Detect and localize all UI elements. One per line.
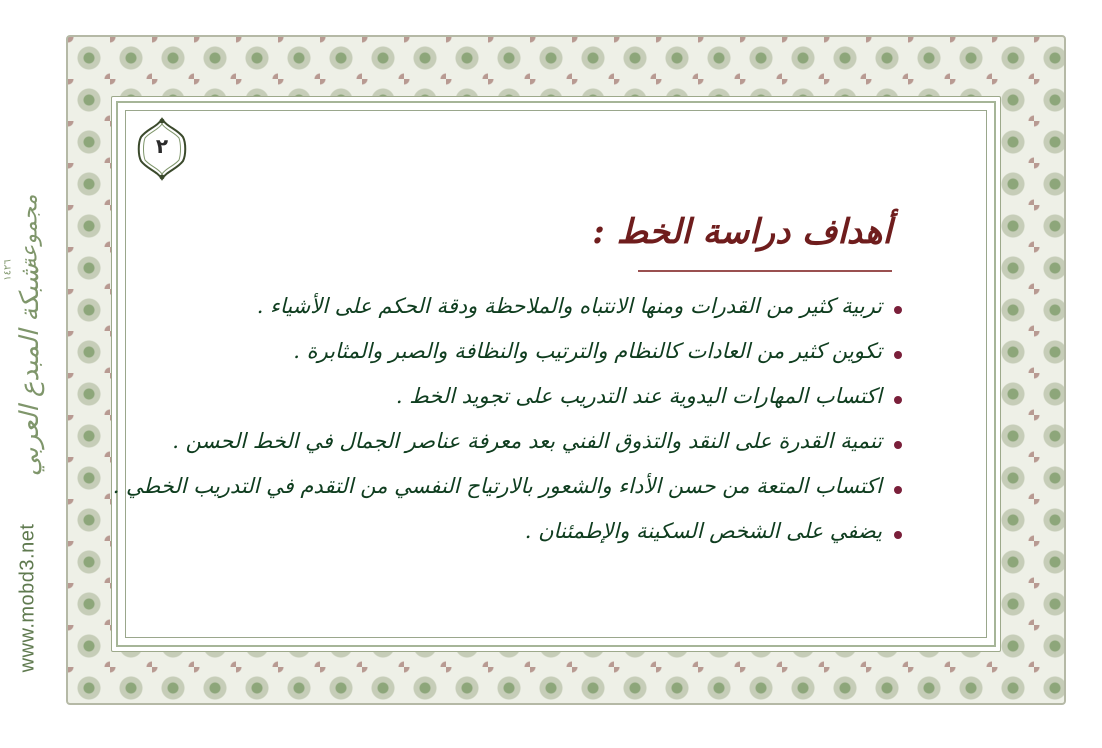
bullet-dot-icon <box>894 486 902 494</box>
objectives-list <box>112 294 902 564</box>
network-name: شبكة المبدع العربي <box>15 263 45 477</box>
objective-text: تنمية القدرة على النقد والتذوق الفني بعد معرفة عناصر الجمال في الخط الحسن . <box>172 429 882 453</box>
page-title: أهداف دراسة الخط : <box>592 212 892 252</box>
title-underline <box>638 270 892 272</box>
bullet-dot-icon <box>894 306 902 314</box>
page-number-badge <box>137 117 187 181</box>
list-item <box>256 294 902 339</box>
side-branding <box>0 0 56 748</box>
bullet-dot-icon <box>894 396 902 404</box>
objective-text: اكتساب المتعة من حسن الأداء والشعور بالارتياح النفسي من التقدم في التدريب الخطي . <box>112 474 882 498</box>
objective-text: اكتساب المهارات اليدوية عند التدريب على تجويد الخط . <box>395 384 882 408</box>
list-item <box>112 474 902 519</box>
collection-mark: مجموعة <box>17 194 43 270</box>
year-number: ١٤٢٦ <box>2 259 14 281</box>
bullet-dot-icon <box>894 531 902 539</box>
bullet-dot-icon <box>894 351 902 359</box>
objective-text: تربية كثير من القدرات ومنها الانتباه والملاحظة ودقة الحكم على الأشياء . <box>256 294 882 318</box>
page-number: ٢ <box>155 134 169 158</box>
bullet-dot-icon <box>894 441 902 449</box>
objective-text: تكوين كثير من العادات كالنظام والترتيب والنظافة والصبر والمثابرة . <box>293 339 882 363</box>
website-url: www.mobd3.net <box>16 523 39 673</box>
list-item <box>262 519 902 564</box>
objective-text: يضفي على الشخص السكينة والإطمئنان . <box>524 519 882 543</box>
list-item <box>262 384 902 429</box>
list-item <box>172 429 902 474</box>
list-item <box>262 339 902 384</box>
